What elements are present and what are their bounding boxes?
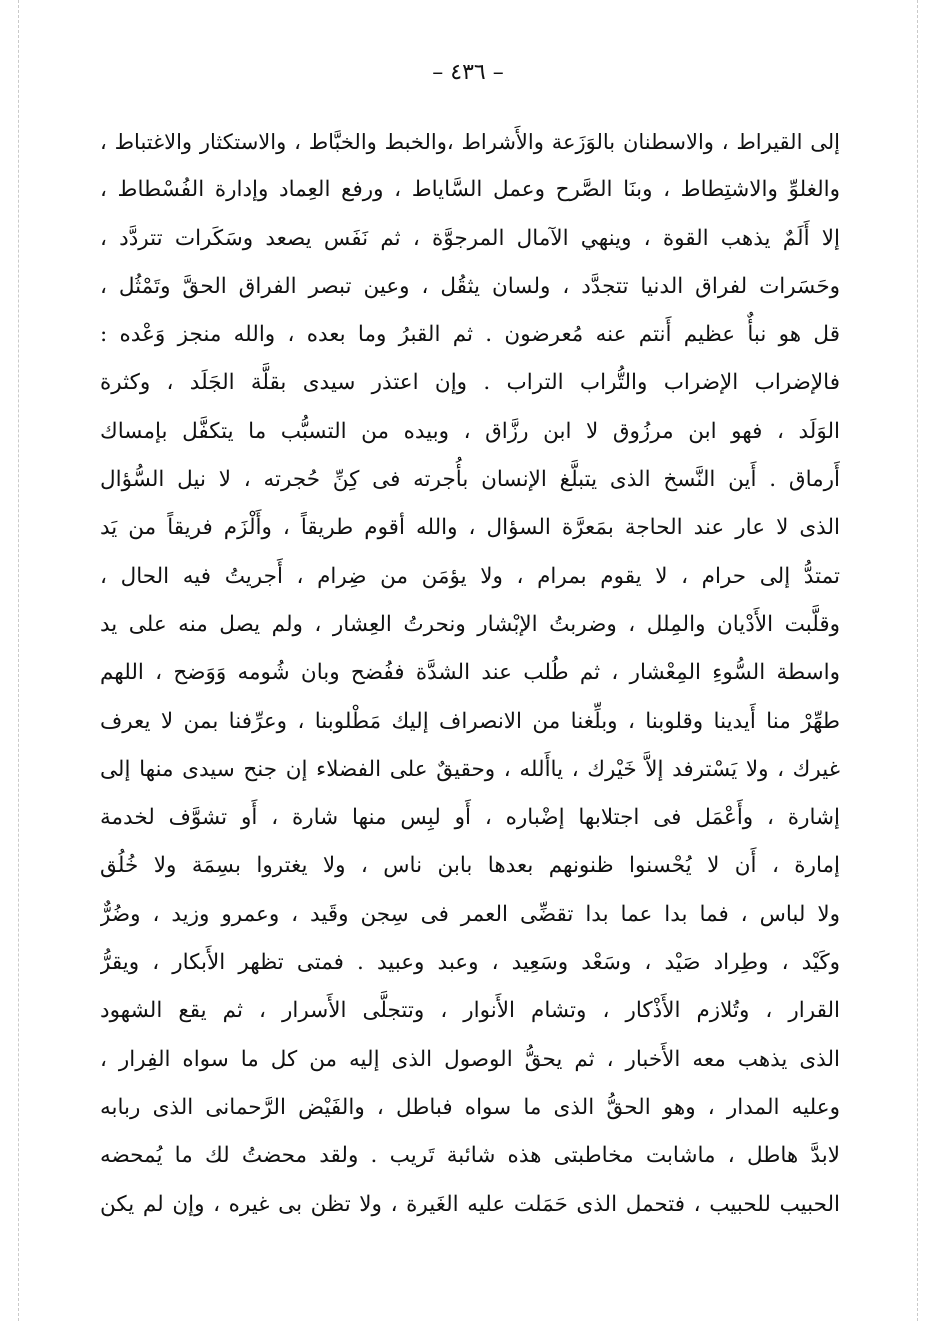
text-line: أَرماق . أَين النَّسخ الذى يتبلَّغ الإنسان بأُجرته فى كِنِّ حُجرته ، لا نيل السُّؤال [100, 467, 840, 493]
text-line: فالإضراب الإضراب والتُّراب التراب . وإن اعتذر سيدى بقلَّة الجَلَد ، وكثرة [100, 370, 840, 396]
text-line: إلا أَلَمٌ يذهب القوة ، وينهي الآمال المرجوَّة ، ثم نَفَس يصعد وسَكَرات تتردَّد ، [100, 225, 840, 251]
text-line: إلى القيراط ، والاسطنان بالوَزَعة والأَشراط ،والخبط والخبَّاط ، والاستكثار والاغتباط ، [100, 130, 840, 154]
text-line: ولا لباس ، فما بدا عما بدا تقضِّى العمر فى سِجن وقَيد ، وعمرو وزيد ، وضُرٌّ [100, 901, 840, 927]
text-line: وحَسَرات لفراق الدنيا تتجدَّد ، ولسان يثقُل ، وعين تبصر الفراق الحقَّ وتَمْثُل ، [100, 273, 840, 299]
right-margin-guide [917, 0, 918, 1321]
text-line: الوَلَد ، فهو ابن مرزُوق لا ابن رزَّاق ، وبيده من التسبُّب ما يتكفَّل بإمساك [100, 418, 840, 444]
text-line: الذى لا عار عند الحاجة بمَعرَّة السؤال ، والله أقوم طريقاً ، وأَلْزَم فريقاً من يَد [100, 515, 840, 541]
text-line: الذى يذهب معه الأَخبار ، ثم يحقُّ الوصول الذى إليه من كل ما سواه الفِرار ، [100, 1046, 840, 1072]
text-line: واسطة السُّوءِ المِعْشار ، ثم طُلب عند الشدَّة ففُضح وبان شُومه وَوَضح ، اللهم [100, 660, 840, 686]
text-line: الحبيب للحبيب ، فتحمل الذى حَمَلت عليه الغَيرة ، ولا تظن بى غيره ، وإن لم يكن [100, 1191, 840, 1217]
text-line: لابدَّ هاطل ، ماشابت مخاطبتى هذه شائبة تَريب . ولقد محضتُ لك ما يُمحضه [100, 1143, 840, 1169]
text-line: إمارة ، أَن لا يُحْسنوا ظنونهم بعدها بابن ناس ، ولا يغتروا بسِمَة ولا خُلُق [100, 853, 840, 879]
left-margin-guide [18, 0, 19, 1321]
text-line: وقلَّبت الأَدْيان والمِلل ، وضربتُ الإبْشار ونحرتُ العِشار ، ولم يصل منه على يد [100, 611, 840, 637]
body-text [100, 118, 840, 1229]
text-line: القرار ، وتُلازم الأَذْكار ، وتشام الأَنوار ، وتتجلَّى الأَسرار ، ثم يقع الشهود [100, 998, 840, 1024]
text-line: غيرك ، ولا يَسْترفد إلاَّ خَيْرك ، ياأَلله ، وحقيقٌ على الفضلاء إن جنح سيدى منها إلى [100, 756, 840, 782]
text-line: والغلوِّ والاشتِطاط ، وبنَا الصَّرح وعمل السَّاياط ، ورفع العِماد وإدارة الفُسْطاط ، [100, 177, 840, 203]
text-line: قل هو نبأٌ عظيم أَنتم عنه مُعرضون . ثم القبرُ وما بعده ، والله منجز وَعْده : [100, 322, 840, 348]
text-line: وكَيْد ، وطِراد صَيْد ، وسَعْد وسَعِيد ، وعبد وعبيد . فمتى تظهر الأَبكار ، ويقرُّ [100, 950, 840, 976]
page-number: – ٤٣٦ – [432, 60, 504, 85]
text-line: تمتدُّ إلى حرام ، لا يقوم بمرام ، ولا يؤمَن من ضِرام ، أَجريتُ فيه الحال ، [100, 563, 840, 589]
text-line: إشارة ، وأَعْمَل فى اجتلابها إضْباره ، أَو لبِس منها شارة ، أَو تشوَّف لخدمة [100, 805, 840, 831]
text-line: وعليه المدار ، وهو الحقُّ الذى ما سواه فباطل ، والفَيْض الرَّحمانى الذى ربابه [100, 1094, 840, 1120]
text-line: طهِّرْ منا أَيدينا وقلوبنا ، وبلِّغنا من الانصراف إليك مَطْلوبنا ، وعرِّفنا بمن لا يعرف [100, 708, 840, 734]
